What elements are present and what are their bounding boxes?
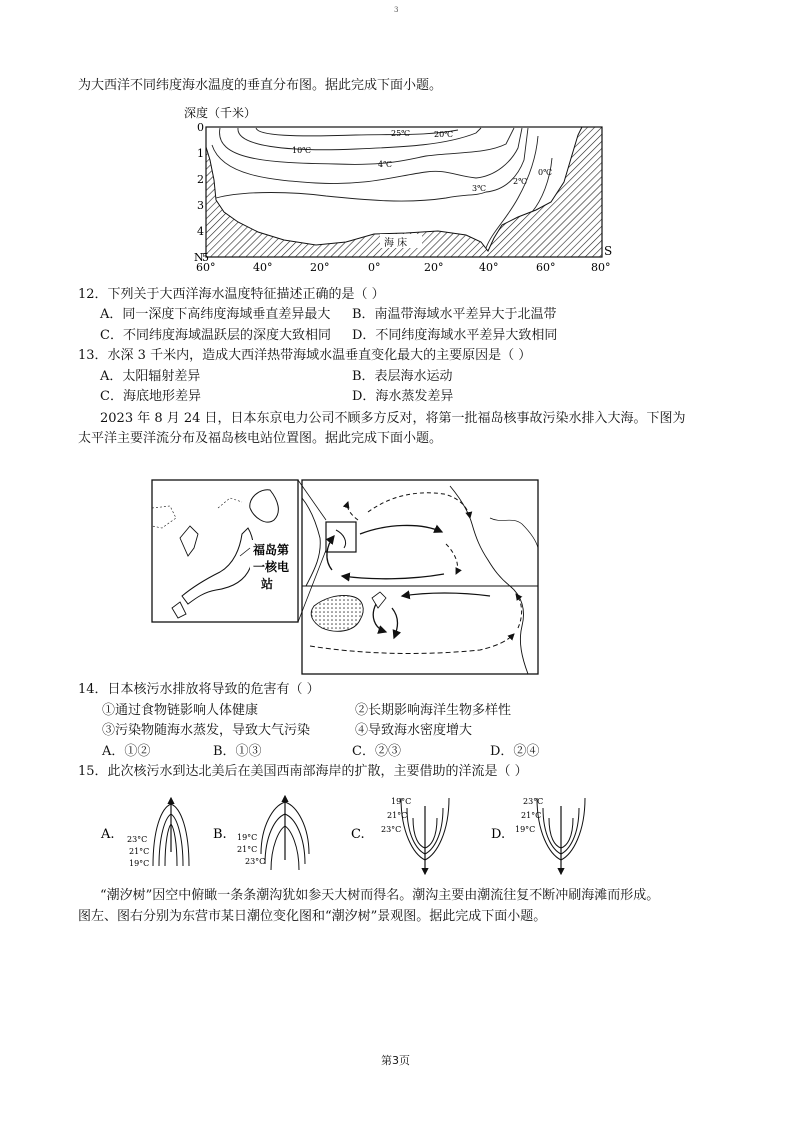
q12-stem: 12．下列关于大西洋海水温度特征描述正确的是（ ）	[78, 287, 385, 302]
isotherm-label-4: 4℃	[378, 160, 393, 169]
q15-c-label-1: 19°C	[391, 797, 412, 806]
isotherm-label-20: 20℃	[434, 130, 454, 139]
fukushima-label-2: 一核电	[253, 560, 290, 574]
q15-option-a-label: A.	[101, 827, 115, 842]
depth-tick: 0	[197, 121, 204, 134]
q15-a-label-2: 21°C	[129, 847, 150, 856]
q15-b-label-1: 19°C	[237, 833, 258, 842]
q14-statement-1: ①通过食物链影响人体健康	[102, 703, 259, 718]
isotherm-25-line	[256, 128, 458, 136]
south-label: S	[604, 244, 612, 258]
lat-tick: 0°	[368, 261, 381, 274]
q15-a-label-1: 23°C	[127, 835, 148, 844]
q15-option-a[interactable]	[100, 798, 189, 868]
isotherm-label-25: 25℃	[391, 129, 411, 138]
intro-tide-line1: “潮汐树”因空中俯瞰一条条潮沟犹如参天大树而得名。潮沟主要由潮流往复不断冲刷海滩而形成。	[100, 888, 660, 903]
atlantic-temperature-figure	[176, 100, 612, 276]
depth-tick: 3	[197, 199, 204, 212]
isotherm-10-line	[220, 128, 514, 164]
q12-option-c[interactable]: C．不同纬度海域温跃层的深度大致相同	[100, 328, 331, 343]
fukushima-label-1: 福岛第	[253, 543, 290, 557]
depth-tick: 2	[197, 173, 204, 186]
q14-statement-2: ②长期影响海洋生物多样性	[355, 703, 512, 718]
pacific-currents-map	[150, 478, 640, 676]
q14-statement-3: ③污染物随海水蒸发，导致大气污染	[102, 723, 311, 738]
q15-option-b-label: B.	[213, 827, 227, 842]
fukushima-label-3: 站	[261, 577, 274, 591]
depth-tick: 4	[197, 225, 204, 238]
depth-tick: 5	[202, 251, 209, 264]
q15-c-label-3: 23°C	[381, 825, 402, 834]
lat-tick: 60°	[196, 261, 216, 274]
lat-tick: 40°	[479, 261, 499, 274]
seabed-label: 海 床	[384, 238, 408, 249]
q15-c-label-2: 21°C	[387, 811, 408, 820]
q15-b-label-3: 23°C	[245, 857, 266, 866]
q15-option-b[interactable]	[213, 796, 309, 870]
q14-option-b[interactable]: B．①③	[213, 744, 262, 759]
q15-option-d-label: D.	[491, 827, 506, 842]
lat-tick: 20°	[424, 261, 444, 274]
q15-option-c-label: C.	[351, 827, 365, 842]
q13-stem: 13．水深 3 千米内，造成大西洋热带海域水温垂直变化最大的主要原因是（ ）	[78, 348, 532, 363]
q15-isotherm-options	[95, 790, 595, 882]
isotherm-4-line	[212, 128, 522, 184]
q14-option-a[interactable]: A．①②	[102, 744, 151, 759]
page-top-mark: 3	[394, 6, 399, 14]
q14-option-c[interactable]: C．②③	[352, 744, 401, 759]
lat-tick: 60°	[536, 261, 556, 274]
q14-stem: 14．日本核污水排放将导致的危害有（ ）	[78, 682, 320, 697]
lat-tick: 40°	[253, 261, 273, 274]
lat-tick: 80°	[591, 261, 611, 274]
q13-option-d[interactable]: D．海水蒸发差异	[352, 389, 454, 404]
page-number: 第3页	[381, 1054, 410, 1067]
q14-option-d[interactable]: D．②④	[490, 744, 540, 759]
lat-tick: 20°	[310, 261, 330, 274]
isotherm-label-3: 3℃	[472, 184, 487, 193]
q12-option-b[interactable]: B．南温带海域水平差异大于北温带	[352, 307, 557, 322]
q13-option-b[interactable]: B．表层海水运动	[352, 369, 453, 384]
q15-option-d[interactable]	[491, 797, 585, 874]
q13-option-c[interactable]: C．海底地形差异	[100, 389, 201, 404]
q13-option-a[interactable]: A．太阳辐射差异	[100, 369, 201, 384]
isotherm-label-10: 10℃	[292, 146, 312, 155]
north-label: N	[194, 251, 204, 264]
q15-d-label-2: 21°C	[521, 811, 542, 820]
depth-axis-label: 深度（千米）	[184, 106, 257, 120]
q15-d-label-3: 19°C	[515, 825, 536, 834]
q14-statement-4: ④导致海水密度增大	[355, 723, 473, 738]
q15-d-label-1: 23°C	[523, 797, 544, 806]
depth-tick: 1	[197, 147, 204, 160]
q12-option-d[interactable]: D．不同纬度海域水平差异大致相同	[352, 328, 558, 343]
isotherm-label-0: 0℃	[538, 168, 553, 177]
q15-stem: 15．此次核污水到达北美后在美国西南部海岸的扩散，主要借助的洋流是（ ）	[78, 764, 528, 779]
q12-option-a[interactable]: A．同一深度下高纬度海域垂直差异最大	[100, 307, 331, 322]
intro-tide-line2: 图左、图右分别为东营市某日潮位变化图和“潮汐树”景观图。据此完成下面小题。	[78, 909, 547, 924]
q15-a-label-3: 19°C	[129, 859, 150, 868]
q15-option-c[interactable]	[351, 797, 449, 874]
intro-atlantic: 为大西洋不同纬度海水温度的垂直分布图。据此完成下面小题。	[78, 78, 443, 93]
intro-fukushima-line1: 2023 年 8 月 24 日，日本东京电力公司不顾多方反对，将第一批福岛核事故污染水排入大海。下图为	[100, 411, 686, 426]
q15-b-label-2: 21°C	[237, 845, 258, 854]
intro-fukushima-line2: 太平洋主要洋流分布及福岛核电站位置图。据此完成下面小题。	[78, 431, 443, 446]
isotherm-label-2: 2℃	[513, 177, 528, 186]
